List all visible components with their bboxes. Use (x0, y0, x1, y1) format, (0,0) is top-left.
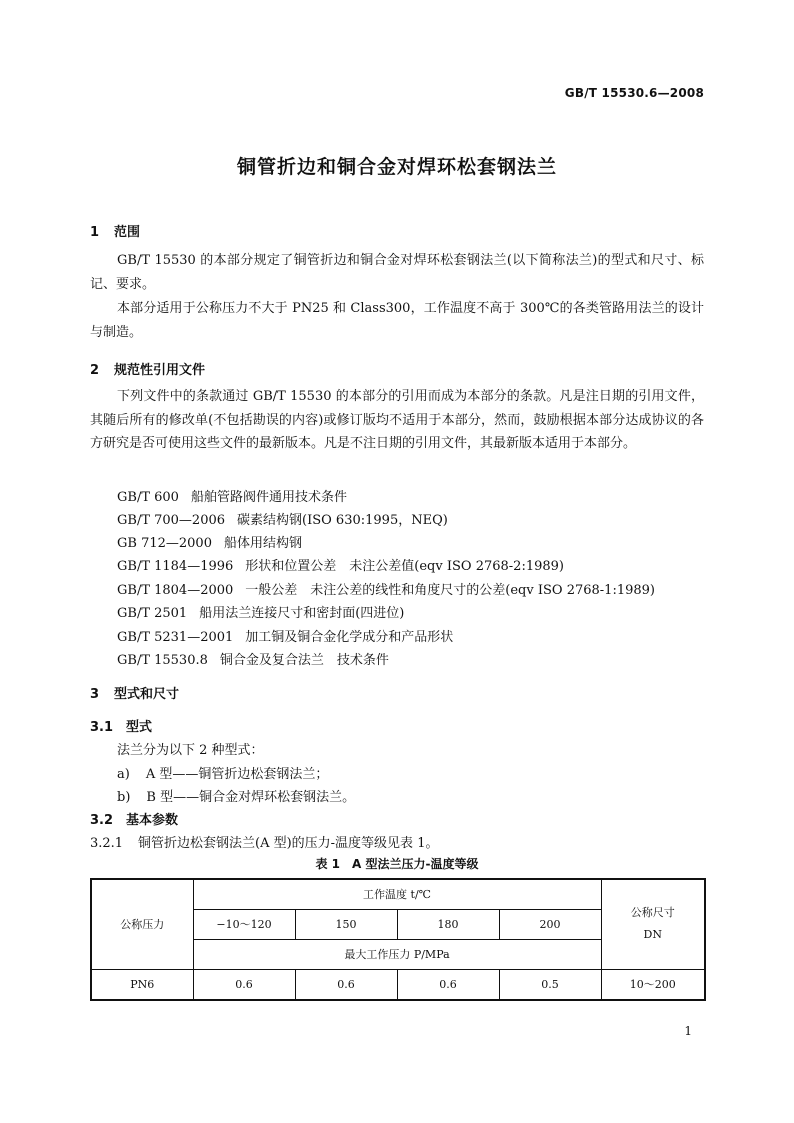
reference-code: GB/T 700—2006 (117, 513, 226, 528)
list-item (117, 763, 328, 782)
types-intro: 法兰分为以下 2 种型式： (117, 743, 264, 758)
reference-title: 形状和位置公差 未注公差值(eqv ISO 2768-2:1989) (245, 559, 564, 574)
list-text: A 型——铜管折边松套钢法兰； (145, 767, 329, 782)
cell-value: 0.6 (193, 969, 295, 1000)
list-marker: a) (117, 767, 130, 782)
section-3-2-heading (90, 809, 178, 828)
section-number: 3 (90, 687, 100, 702)
reference-code: GB 712—2000 (117, 536, 212, 551)
section-title: 型式和尺寸 (114, 687, 180, 702)
reference-item (117, 486, 347, 505)
clause-text: 铜管折边松套钢法兰(A 型)的压力-温度等级见表 1。 (138, 836, 439, 851)
header-temp: −10～120 (193, 909, 295, 939)
reference-item (117, 555, 564, 574)
cell-value: 0.6 (397, 969, 499, 1000)
reference-title: 船体用结构钢 (223, 536, 302, 551)
reference-code: GB/T 15530.8 (117, 653, 208, 668)
subsection-number: 3.1 (90, 720, 114, 735)
header-nominal-pressure: 公称压力 (91, 879, 193, 969)
table-row (91, 969, 705, 1000)
reference-code: GB/T 1804—2000 (117, 583, 234, 598)
clause-number: 3.2.1 (90, 836, 124, 851)
reference-title: 一般公差 未注公差的线性和角度尺寸的公差(eqv ISO 2768-1:1989) (245, 583, 655, 598)
reference-title: 加工铜及铜合金化学成分和产品形状 (245, 630, 454, 645)
header-nominal-size-line1: 公称尺寸 (630, 906, 675, 920)
section-1-paragraph-2: 本部分适用于公称压力不大于 PN25 和 Class300，工作温度不高于 300℃的各类管路用法兰的设计与制造。 (90, 301, 704, 340)
reference-title: 铜合金及复合法兰 技术条件 (219, 653, 389, 668)
page-number: 1 (684, 1024, 692, 1038)
header-temp: 180 (397, 909, 499, 939)
subsection-title: 型式 (126, 720, 153, 735)
section-title: 规范性引用文件 (114, 363, 206, 378)
header-nominal-size-line2: DN (643, 928, 662, 942)
clause-3-2-1 (90, 832, 438, 851)
header-temp: 200 (499, 909, 601, 939)
document-title: 铜管折边和铜合金对焊环松套钢法兰 (236, 156, 557, 178)
reference-title: 船舶管路阀件通用技术条件 (190, 490, 347, 505)
reference-code: GB/T 5231—2001 (117, 630, 234, 645)
reference-item (117, 602, 404, 621)
header-working-temperature: 工作温度 t/℃ (193, 879, 601, 909)
reference-title: 船用法兰连接尺寸和密封面(四进位) (199, 606, 405, 621)
cell-value: 0.6 (295, 969, 397, 1000)
table-1 (90, 878, 706, 1001)
section-2-heading (90, 359, 205, 378)
reference-item (117, 579, 655, 598)
reference-code: GB/T 1184—1996 (117, 559, 234, 574)
list-item (117, 786, 355, 805)
section-3-1-heading (90, 716, 152, 735)
reference-code: GB/T 600 (117, 490, 179, 505)
section-3-heading (90, 683, 179, 702)
table-1-caption: 表 1 A 型法兰压力-温度等级 (315, 857, 479, 871)
section-number: 2 (90, 363, 100, 378)
section-1-paragraph-1: GB/T 15530 的本部分规定了铜管折边和铜合金对焊环松套钢法兰(以下简称法兰)的型式和尺寸、标记、要求。 (90, 253, 704, 292)
header-temp: 150 (295, 909, 397, 939)
reference-title: 碳素结构钢(ISO 630:1995，NEQ) (237, 513, 448, 528)
section-2-paragraph-1: 下列文件中的条款通过 GB/T 15530 的本部分的引用而成为本部分的条款。凡是注日期的引用文件，其随后所有的修改单(不包括勘误的内容)或修订版均不适用于本部分，然而，鼓励根据本部分达成协议的各方研究是否可使用这些文件的最新版本。凡是不注日期的引用文件，其最新版本适用于本部分。 (90, 389, 704, 451)
header-max-working-pressure: 最大工作压力 P/MPa (193, 939, 601, 969)
reference-item (117, 509, 448, 528)
standard-code: GB/T 15530.6—2008 (564, 86, 704, 100)
subsection-number: 3.2 (90, 813, 114, 828)
cell-dn: 10～200 (601, 969, 705, 1000)
reference-item (117, 626, 453, 645)
section-1-heading (90, 221, 140, 240)
reference-code: GB/T 2501 (117, 606, 188, 621)
section-number: 1 (90, 225, 100, 240)
cell-value: 0.5 (499, 969, 601, 1000)
header-nominal-size (601, 879, 705, 969)
cell-pn: PN6 (91, 969, 193, 1000)
list-marker: b) (117, 790, 131, 805)
subsection-title: 基本参数 (126, 813, 179, 828)
reference-item (117, 532, 302, 551)
list-text: B 型——铜合金对焊环松套钢法兰。 (146, 790, 356, 805)
section-title: 范围 (114, 225, 141, 240)
reference-item (117, 649, 389, 668)
